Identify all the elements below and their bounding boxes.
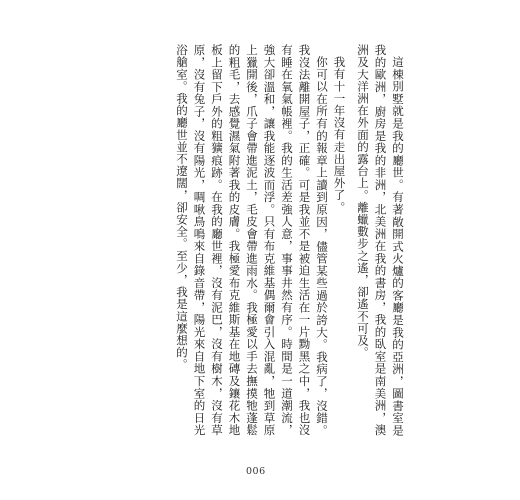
paragraph-2: 我有十一年沒有走出屋外了。 (332, 55, 347, 213)
page-number: 006 (246, 466, 266, 477)
paragraph-3: 你可以在所有的報章上讀到原因，儘管某些過於誇大。我病了，沒錯。我沒法離開屋子，正確。可是我並不是被迫生活在一片黝黑之中，我也沒有睡在氧氣帳裡。我的生活差強人意，事事井然有序。時間是一道潮流，強大卻溫和，讓我能逐波而浮。只有布克維基偶爾會引入混亂，牠到草原上獵開後，爪子會帶進泥土，毛皮會帶進雨水。我極愛以手去撫摸牠蓬鬆的粗毛，去感覺濕氣附著我的皮膚。我極愛布克維斯基在地磚及鑲花木地板上留下戶外的粗獷痕跡。在我的廳世裡，沒有泥巴，沒有樹木，沒有草原，沒有兔子，沒有陽光，啁啾鳥鳴來自錄音帶，陽光來自地下室的日光浴艙室。我的廳世並不遼闊，卻安全。至少，我是這麼想的。 (175, 44, 329, 436)
vertical-text-body (173, 44, 413, 436)
paragraph-1: 這棟別墅就是我的廳世。有著敞開式火爐的客廳是我的亞洲，圖書室是我的歐洲，廚房是我的非洲，北美洲在我的書房，我的臥室是南美洲，澳洲及大洋洲在外面的露台上。離蠟數步之遙，卻遙不可及。 (356, 44, 405, 436)
